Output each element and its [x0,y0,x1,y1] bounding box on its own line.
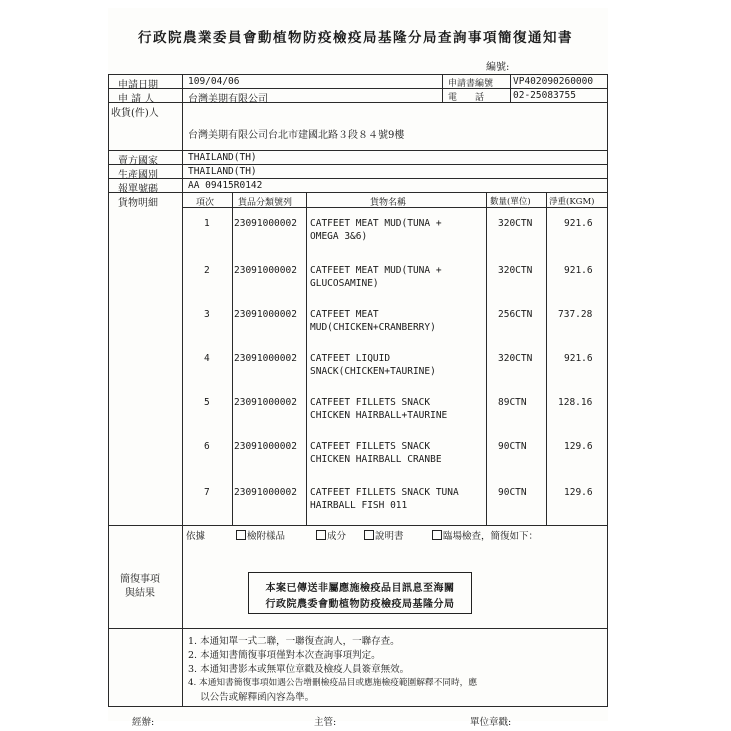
note-line: 2. 本通知書簡復事項僅對本次查詢事項判定。 [188,650,381,661]
table-row-quantity: 90CTN [498,441,527,452]
quarantine-notice-document [108,8,608,728]
table-row-quantity: 320CTN [498,265,533,276]
table-row-quantity: 320CTN [498,218,533,229]
table-row-quantity: 256CTN [498,309,533,320]
table-row-quantity: 90CTN [498,487,527,498]
table-row-code: 23091000002 [234,397,297,408]
table-row-weight: 921.6 [564,353,593,364]
table-row-item-no: 4 [204,353,210,364]
column-header-name: 貨物名稱 [370,198,407,208]
origin-country-value: THAILAND(TH) [188,166,257,177]
table-row-name-line2: MUD(CHICKEN+CRANBERRY) [310,322,436,333]
column-header-quantity: 數量(單位) [490,197,531,207]
apply-date-label: 申請日期 [118,80,158,91]
rule [108,164,608,165]
declaration-number-value: AA 09415R0142 [188,180,263,191]
rule [108,178,608,179]
rule [108,628,608,629]
table-row-item-no: 6 [204,441,210,452]
table-row-name-line2: CHICKEN HAIRBALL+TAURINE [310,410,448,421]
rule [108,74,109,706]
basis-option-samples: 檢附樣品 [236,528,285,542]
table-row-code: 23091000002 [234,353,297,364]
rule [108,192,608,193]
applicant-label: 申 請 人 [118,94,155,105]
table-row-item-no: 7 [204,487,210,498]
table-row-item-no: 5 [204,397,210,408]
rule [510,74,511,102]
note-line: 4. 本通知書簡復事項如遇公告增刪檢疫品目或應施檢疫範圍解釋不同時，應 [188,678,478,688]
table-row-name-line1: CATFEET LIQUID [310,353,391,364]
column-header-weight: 淨重(KGM) [549,197,595,207]
reply-section-label-2: 與結果 [125,588,155,599]
checkbox-icon [236,530,246,540]
column-header-item: 項次 [196,198,215,208]
goods-detail-label: 貨物明細 [118,198,158,209]
unit-seal-label: 單位章戳: [470,717,512,728]
table-row-quantity: 89CTN [498,397,527,408]
table-row-name-line2: OMEGA 3&6) [310,231,368,242]
note-line: 以公告或解釋函內容為準。 [188,692,315,703]
notice-form [108,74,608,728]
table-row-quantity: 320CTN [498,353,533,364]
consignee-value: 台灣美期有限公司台北市建國北路３段８４號9樓 [188,130,405,141]
table-row-code: 23091000002 [234,487,297,498]
column-header-code: 貨品分類號列 [238,198,293,208]
table-row-weight: 128.16 [558,397,593,408]
table-row-name-line1: CATFEET FILLETS SNACK [310,397,431,408]
table-row-item-no: 2 [204,265,210,276]
declaration-number-label: 報單號碼 [118,184,158,195]
document-number-label: 編號: [486,62,510,73]
table-row-weight: 129.6 [564,441,593,452]
checkbox-icon [432,530,442,540]
consignee-label: 收貨(件)人 [111,108,159,119]
table-row-name-line1: CATFEET FILLETS SNACK TUNA [310,487,459,498]
application-number-value: VP402090260000 [513,76,594,87]
rule [108,150,608,151]
rule [442,74,443,102]
basis-option-ingredients: 成分 [316,528,346,542]
rule [232,192,233,525]
table-row-name-line2: CHICKEN HAIRBALL CRANBE [310,454,442,465]
basis-option-manual: 說明書 [364,528,404,542]
rule [108,706,608,707]
table-row-name-line2: SNACK(CHICKEN+TAURINE) [310,366,436,377]
application-number-label: 申請書編號 [448,79,494,89]
apply-date-value: 109/04/06 [188,76,240,87]
table-row-code: 23091000002 [234,309,297,320]
rule [546,192,547,525]
phone-label: 電 話 [448,93,485,103]
checkbox-icon [364,530,374,540]
note-line: 3. 本通知書影本或無單位章戳及檢疫人員簽章無效。 [188,664,410,675]
basis-option-inspection: 臨場檢查，簡復如下： [432,528,538,542]
table-row-name-line2: HAIRBALL FISH 011 [310,500,408,511]
seller-country-value: THAILAND(TH) [188,152,257,163]
rule [108,525,608,526]
rule [306,192,307,525]
note-line: 1. 本通知單一式二聯，一聯復查詢人，一聯存查。 [188,636,400,647]
table-row-weight: 129.6 [564,487,593,498]
table-row-code: 23091000002 [234,441,297,452]
applicant-value: 台灣美期有限公司 [188,94,268,105]
table-row-item-no: 3 [204,309,210,320]
table-row-name-line2: GLUCOSAMINE) [310,278,379,289]
table-row-name-line1: CATFEET MEAT MUD(TUNA + [310,218,442,229]
table-row-weight: 921.6 [564,218,593,229]
table-row-weight: 737.28 [558,309,593,320]
rule [108,74,608,75]
checkbox-icon [316,530,326,540]
table-row-name-line1: CATFEET FILLETS SNACK [310,441,431,452]
table-row-name-line1: CATFEET MEAT [310,309,379,320]
table-row-code: 23091000002 [234,218,297,229]
reply-section-label-1: 簡復事項 [120,574,160,585]
table-row-code: 23091000002 [234,265,297,276]
supervisor-signature-label: 主管: [314,717,337,728]
table-row-name-line1: CATFEET MEAT MUD(TUNA + [310,265,442,276]
stamp-line-2: 行政院農委會動植物防疫檢疫局基隆分局 [265,599,455,610]
origin-country-label: 生產國別 [118,170,158,181]
basis-label: 依據 [186,531,206,542]
phone-value: 02-25083755 [513,90,576,101]
rule [486,192,487,525]
document-title: 行政院農業委員會動植物防疫檢疫局基隆分局查詢事項簡復通知書 [138,30,573,46]
rule [607,74,608,706]
result-stamp [248,572,472,614]
table-row-weight: 921.6 [564,265,593,276]
seller-country-label: 賣方國家 [118,156,158,167]
rule [182,74,183,706]
rule [108,88,608,89]
rule [108,102,608,103]
stamp-line-1: 本案已傳送非屬應施檢疫品目訊息至海關 [265,583,455,594]
handler-signature-label: 經辦: [132,717,155,728]
table-row-item-no: 1 [204,218,210,229]
